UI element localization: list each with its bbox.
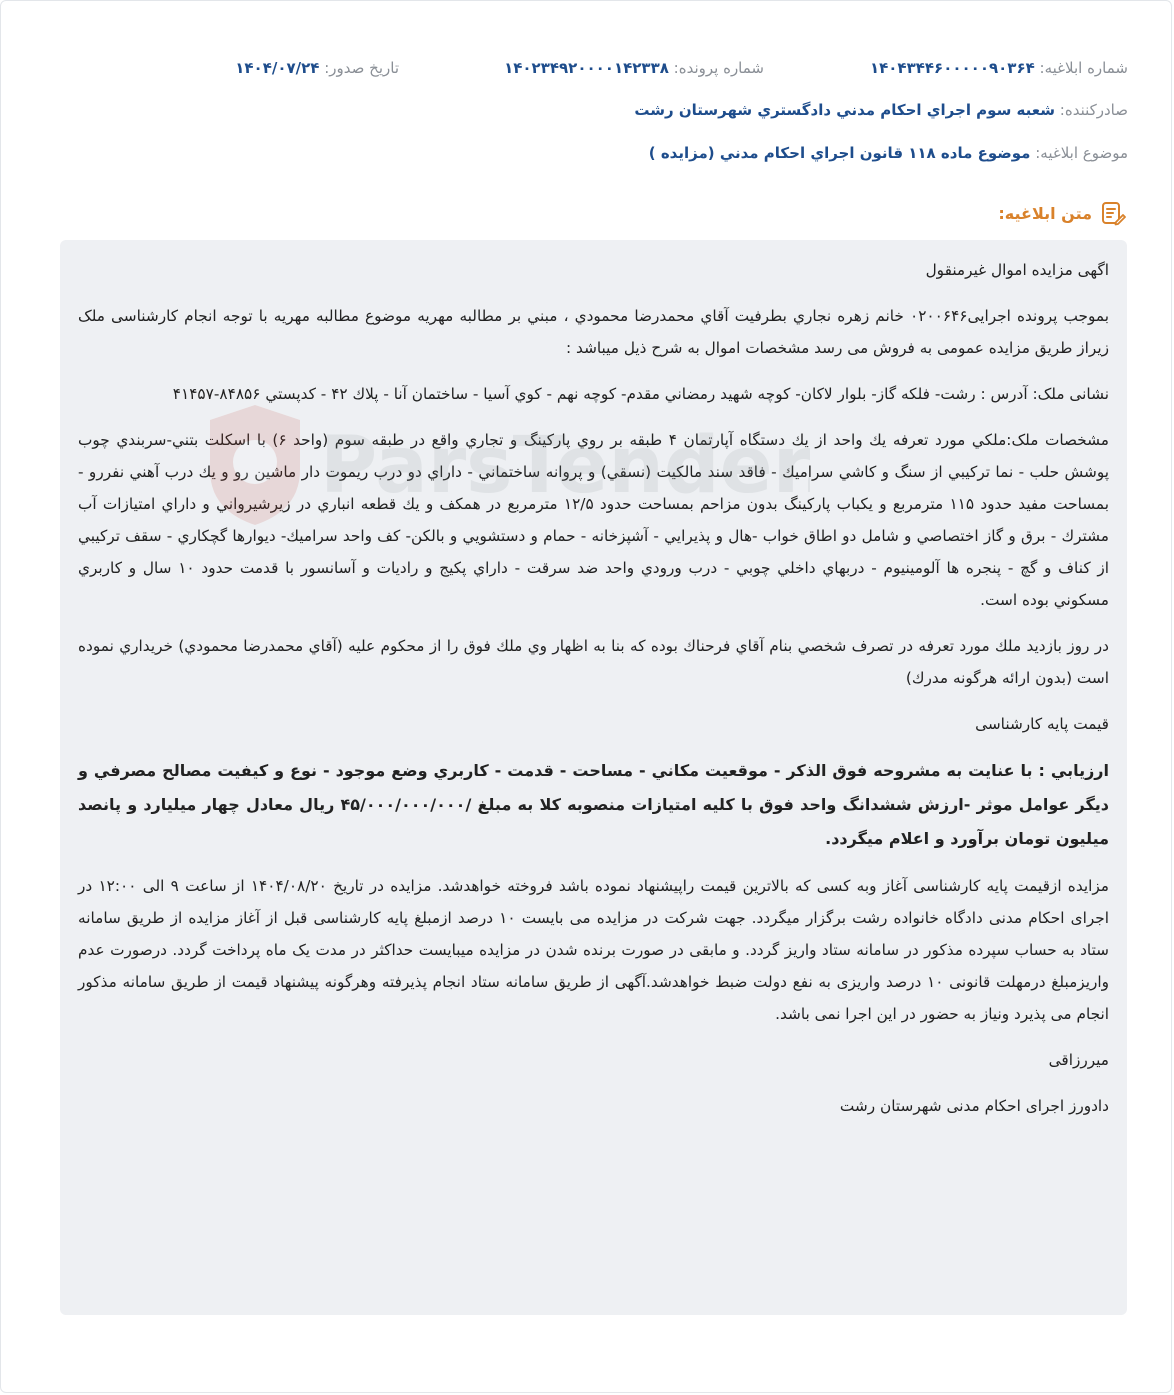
notice-number: [870, 56, 1128, 80]
notice-body: [60, 240, 1127, 1315]
notice-number-value: ۱۴۰۴۳۴۴۶۰۰۰۰۰۹۰۳۶۴: [869, 59, 1035, 77]
notice-header: [998, 200, 1126, 226]
paragraph-signer-title: دادورز اجرای احکام مدنی شهرستان رشت: [839, 1097, 1109, 1115]
issue-date-value: ۱۴۰۴/۰۷/۲۴: [235, 59, 320, 77]
paragraph-intro: بموجب پرونده اجرایی۰۲۰۰۶۴۶ خانم زهره نجاري بطرفيت آقاي محمدرضا محمودي ، مبني بر مطالبه مهريه موضوع مطالبه مهريه با توجه انجام كارشناسی ملک زيراز طريق مزايده عمومی به فروش می رسد مشخصات اموال به شرح ذيل ميباشد :: [78, 307, 1109, 357]
issue-date-label: تاریخ صدور:: [324, 59, 399, 77]
paragraph-visit: در روز بازديد ملك مورد تعرفه در تصرف شخصي بنام آقاي فرحناك بوده كه بنا به اظهار وي ملك فوق را از محكوم عليه (آقاي محمدرضا محمودي) خريداري نموده است (بدون ارائه هرگونه مدرك): [78, 637, 1109, 687]
subject-value: موضوع ماده ۱۱۸ قانون اجراي احكام مدني (مزايده ): [648, 144, 1031, 162]
paragraph-specs: مشخصات ملک:ملكي مورد تعرفه يك واحد از يك دستگاه آپارتمان ۴ طبقه بر روي پاركينگ و تجاري واقع در طبقه سوم (واحد ۶) با اسكلت بتني-سربندي چوب پوشش حلب - نما تركيبي از سنگ و كاشي سراميك - فاقد سند مالكيت (نسقي) و پروانه ساختماني - داراي دو درب ريموت دار ماشين رو و يك درب آهني نفررو - بمساحت مفيد حدود ۱۱۵ مترمربع و يكباب پاركينگ بدون مزاحم بمساحت حدود ۱۲/۵ مترمربع در همكف و يك قطعه انباري در زيرشيرواني و داراي امتيازات آب مشترك - برق و گاز اختصاصي و شامل دو اطاق خواب -هال و پذيرايي - آشپزخانه - حمام و دستشويي و بالكن- كف واحد سراميك- ديوارها گچكاري - سقف تركيبي از كناف و گچ - پنجره ها آلومينيوم - دربهاي داخلي چوبي - درب ورودي واحد ضد سرقت - داراي پكيج و راديات و آسانسور با قدمت حدود ۱۰ سال و كاربري مسكوني بوده است.: [78, 431, 1109, 609]
case-number-label: شماره پرونده:: [673, 59, 764, 77]
paragraph-signer-name: میررزاقی: [1048, 1051, 1109, 1069]
case-number-value: ۱۴۰۲۳۴۹۲۰۰۰۰۱۴۲۳۳۸: [504, 59, 669, 77]
paragraph-heading: اگهی مزایده اموال غیرمنقول: [925, 261, 1109, 279]
issue-date: [235, 56, 399, 80]
subject: [649, 141, 1128, 165]
paragraph-auction-terms: مزایده ازقیمت پایه کارشناسی آغاز وبه کسی که بالاترین قیمت راپیشنهاد نموده باشد فروخته خواهدشد. مزایده در تاریخ ۱۴۰۴/۰۸/۲۰ از ساعت ۹ الی ۱۲:۰۰ در اجرای احکام مدنی دادگاه خانواده رشت برگزار میگردد. جهت شرکت در مزایده می بایست ۱۰ درصد ازمبلغ پایه کارشناسی قبل از آغاز مزایده از طریق سامانه ستاد به حساب سپرده مذکور در سامانه ستاد واریز گردد. و مابقی در صورت برنده شدن در مزایده میبایست حداکثر در مدت یک ماه پرداخت گردد. درصورت عدم واریزمبلغ درمهلت قانونی ۱۰ درصد واریزی به نفع دولت ضبط خواهدشد.آگهی از طریق سامانه ستاد انجام پذیرفته وهرگونه پیشنهاد قیمت از طریق سامانه مذکور انجام می پذیرد ونیاز به حضور در این اجرا نمی باشد.: [78, 877, 1109, 1023]
document-edit-icon: [1100, 200, 1126, 226]
issuer-value: شعبه سوم اجراي احكام مدني دادگستري شهرستان رشت: [634, 101, 1055, 119]
case-number: [504, 56, 764, 80]
paragraph-base-price-heading: قیمت پایه کارشناسی: [975, 715, 1109, 733]
notice-title: متن ابلاغیه:: [998, 203, 1092, 223]
notice-number-label: شماره ابلاغیه:: [1039, 59, 1128, 77]
issuer-label: صادرکننده:: [1059, 101, 1128, 119]
issuer: [634, 98, 1128, 122]
paragraph-valuation: ارزيابي : با عنايت به مشروحه فوق الذكر - موقعيت مكاني - مساحت - قدمت - كاربري وضع موجود - نوع و كيفيت مصالح مصرفي و ديگر عوامل موثر -ارزش ششدانگ واحد فوق با كليه امتيازات منصوبه كلا به مبلغ /۴۵/۰۰۰/۰۰۰/۰۰۰ ريال معادل چهار ميليارد و پانصد ميليون تومان برآورد و اعلام ميگردد.: [78, 761, 1109, 848]
paragraph-address: نشانی ملک: آدرس : رشت- فلکه گاز- بلوار لاكان- كوچه شهيد رمضاني مقدم- كوچه نهم - كوي آسيا - ساختمان آنا - پلاك ۴۲ - كدپستي ۸۴۸۵۶-۴۱۴۵۷: [172, 385, 1109, 403]
subject-label: موضوع ابلاغیه:: [1035, 144, 1128, 162]
